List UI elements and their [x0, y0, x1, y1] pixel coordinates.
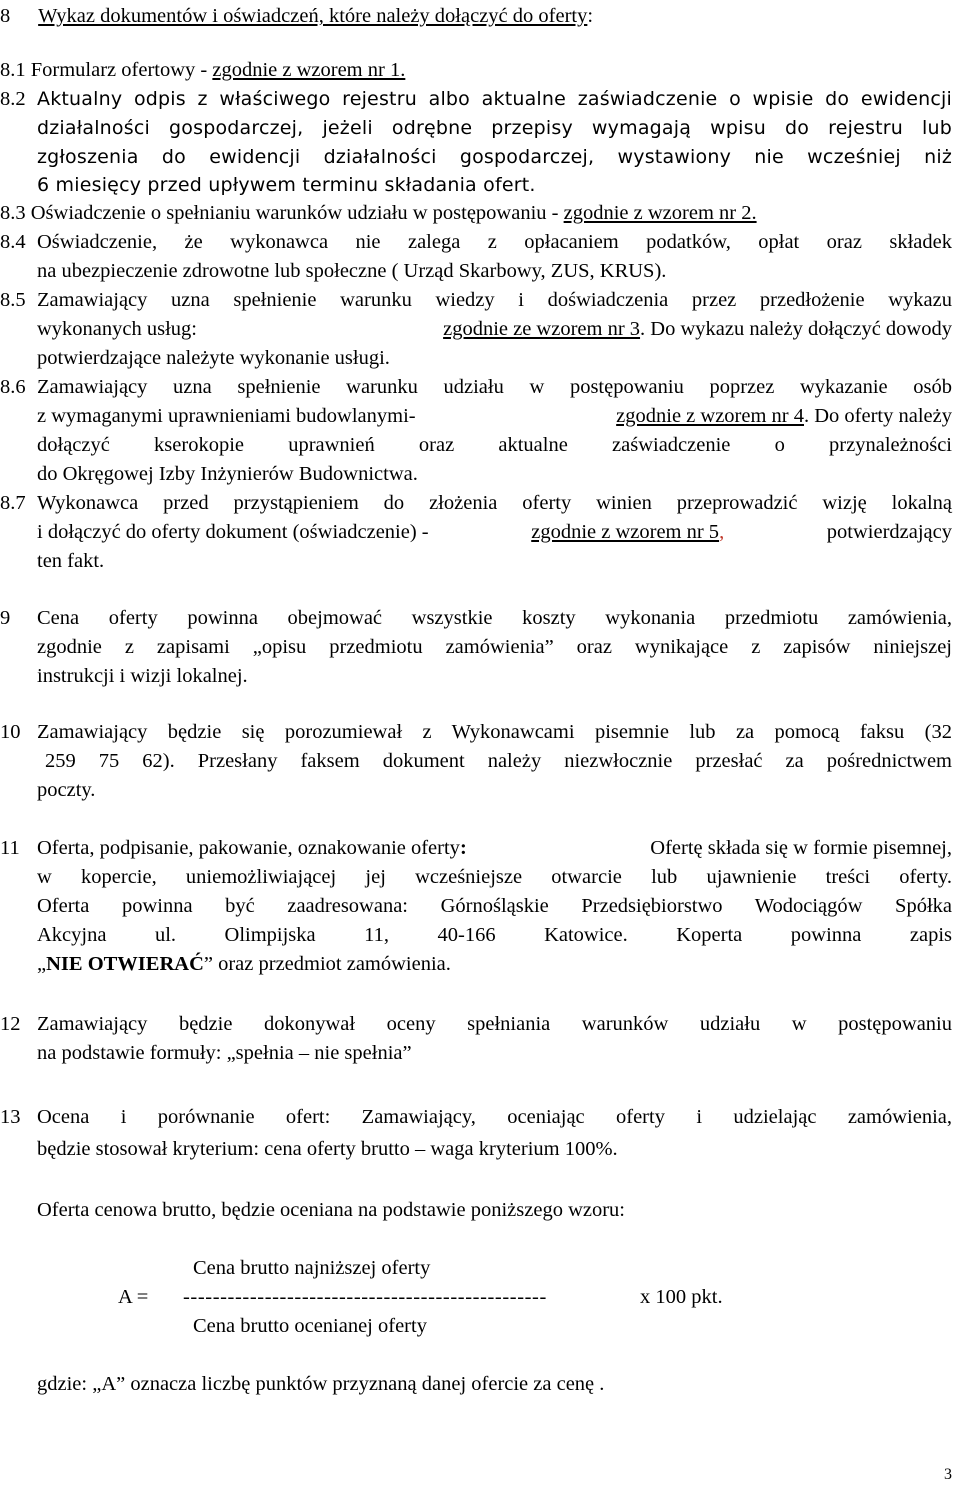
- section-9-line: zgodnie z zapisami „opisu przedmiotu zamówienia” oraz wynikające z zapisów niniejszej: [37, 636, 952, 658]
- section-13-paragraph: Oferta cenowa brutto, będzie oceniana na podstawie poniższego wzoru:: [37, 1199, 625, 1221]
- formula-note: gdzie: „A” oznacza liczbę punktów przyznaną danej ofercie za cenę .: [37, 1373, 605, 1395]
- item-8-4: 8.4: [0, 231, 26, 253]
- section-12-line: na podstawie formuły: „spełnia – nie spełnia”: [37, 1042, 412, 1064]
- reference-link[interactable]: zgodnie z wzorem nr 2.: [563, 202, 757, 224]
- item-8-6-line: dołączyć kserokopie uprawnień oraz aktualne zaświadczenie o przynależności: [37, 434, 952, 456]
- item-8-1: 8.1 Formularz ofertowy - zgodnie z wzorem nr 1.: [0, 59, 406, 81]
- item-8-7-line: ten fakt.: [37, 550, 105, 572]
- item-8-6-line: Zamawiający uzna spełnienie warunku udziału w postępowaniu poprzez wykazanie osób: [37, 376, 952, 398]
- reference-link[interactable]: zgodnie z wzorem nr 1.: [212, 59, 406, 81]
- reference-link[interactable]: zgodnie z wzorem nr 4: [616, 405, 804, 427]
- item-8-6-line: do Okręgowej Izby Inżynierów Budownictwa.: [37, 463, 418, 485]
- section-number: 9: [0, 607, 11, 629]
- section-10-line: Zamawiający będzie się porozumiewał z Wykonawcami pisemnie lub za pomocą faksu (32: [37, 721, 952, 743]
- section-11-line: Oferta powinna być zaadresowana: Górnośląskie Przedsiębiorstwo Wodociągów Spółka: [37, 895, 952, 917]
- item-8-5: 8.5: [0, 289, 26, 311]
- section-number: 10: [0, 721, 21, 743]
- formula-denominator: Cena brutto ocenianej oferty: [193, 1315, 427, 1337]
- section-9-line: Cena oferty powinna obejmować wszystkie koszty wykonania przedmiotu zamówienia,: [37, 607, 952, 629]
- item-8-2-line: Aktualny odpis z właściwego rejestru albo aktualne zaświadczenie o wpisie do ewidencji: [37, 88, 952, 110]
- section-8-heading: 8 Wykaz dokumentów i oświadczeń, które należy dołączyć do oferty:: [0, 5, 594, 27]
- item-8-2-line: 6 miesięcy przed upływem terminu składania ofert.: [37, 174, 536, 196]
- item-8-2-line: działalności gospodarczej, jeżeli odrębne przepisy wymagają wpisu do rejestru lub: [37, 117, 952, 139]
- item-8-3: 8.3 Oświadczenie o spełnianiu warunków udziału w postępowaniu - zgodnie z wzorem nr 2.: [0, 202, 757, 224]
- item-8-5-line: potwierdzające należyte wykonanie usługi.: [37, 347, 390, 369]
- section-title: Wykaz dokumentów i oświadczeń, które należy dołączyć do oferty: [38, 5, 588, 27]
- formula-factor: x 100 pkt.: [640, 1286, 723, 1308]
- section-12-line: Zamawiający będzie dokonywał oceny spełniania warunków udziału w postępowaniu: [37, 1013, 952, 1035]
- section-number: 13: [0, 1106, 21, 1128]
- reference-link[interactable]: zgodnie z wzorem nr 5: [531, 521, 720, 543]
- section-11-line: Akcyjna ul. Olimpijska 11, 40-166 Katowice. Koperta powinna zapis: [37, 924, 952, 946]
- section-9-line: instrukcji i wizji lokalnej.: [37, 665, 248, 687]
- formula-numerator: Cena brutto najniższej oferty: [193, 1257, 431, 1279]
- section-number: 8: [0, 5, 11, 27]
- item-8-2: 8.2: [0, 88, 26, 110]
- item-8-7-line: i dołączyć do oferty dokument (oświadczenie) - zgodnie z wzorem nr 5, potwierdzający: [37, 521, 952, 543]
- item-8-5-line: wykonanych usług: zgodnie ze wzorem nr 3. Do wykazu należy dołączyć dowody: [37, 318, 952, 340]
- section-11-line: „NIE OTWIERAĆ” oraz przedmiot zamówienia.: [37, 953, 451, 975]
- section-11-line: Oferta, podpisanie, pakowanie, oznakowanie oferty: Ofertę składa się w formie pisemnej,: [37, 837, 952, 859]
- item-8-4-line: Oświadczenie, że wykonawca nie zalega z opłacaniem podatków, opłat oraz składek: [37, 231, 952, 253]
- item-8-4-line: na ubezpieczenie zdrowotne lub społeczne ( Urząd Skarbowy, ZUS, KRUS).: [37, 260, 667, 282]
- item-8-7-line: Wykonawca przed przystąpieniem do złożenia oferty winien przeprowadzić wizję lokalną: [37, 492, 952, 514]
- item-8-2-line: zgłoszenia do ewidencji działalności gospodarczej, wystawiony nie wcześniej niż: [37, 146, 952, 168]
- item-8-6: 8.6: [0, 376, 26, 398]
- section-number: 12: [0, 1013, 21, 1035]
- page-number: 3: [944, 1466, 952, 1483]
- formula-fraction-bar: -------------------------------------------------: [183, 1286, 547, 1308]
- item-8-7: 8.7: [0, 492, 26, 514]
- section-number: 11: [0, 837, 20, 859]
- section-13-line: Ocena i porównanie ofert: Zamawiający, oceniając oferty i udzielając zamówienia,: [37, 1106, 952, 1128]
- section-10-line: 259 75 62). Przesłany faksem dokument należy niezwłocznie przesłać za pośrednictwem: [45, 750, 952, 772]
- section-11-line: w kopercie, uniemożliwiającej jej wcześniejsze otwarcie lub ujawnienie treści oferty.: [37, 866, 952, 888]
- section-13-line: będzie stosował kryterium: cena oferty brutto – waga kryterium 100%.: [37, 1138, 618, 1160]
- item-8-6-line: z wymaganymi uprawnieniami budowlanymi- zgodnie z wzorem nr 4. Do oferty należy: [37, 405, 952, 427]
- section-10-line: poczty.: [37, 779, 96, 801]
- bold-notice: NIE OTWIERAĆ: [46, 953, 204, 975]
- item-8-5-line: Zamawiający uzna spełnienie warunku wiedzy i doświadczenia przez przedłożenie wykazu: [37, 289, 952, 311]
- reference-link[interactable]: zgodnie ze wzorem nr 3: [443, 318, 641, 340]
- formula-lhs: A =: [118, 1286, 149, 1308]
